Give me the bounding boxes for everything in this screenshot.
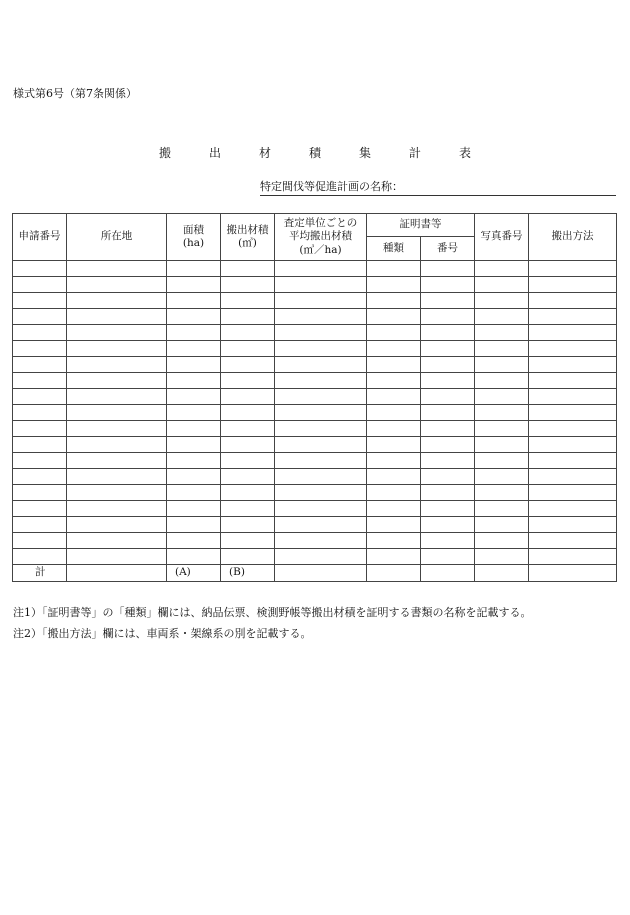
- table-cell[interactable]: [221, 309, 275, 325]
- table-cell[interactable]: [221, 277, 275, 293]
- table-cell[interactable]: [421, 421, 475, 437]
- table-cell[interactable]: [475, 405, 529, 421]
- header-average-line1: 査定単位ごとの: [283, 217, 358, 230]
- table-cell[interactable]: [275, 469, 367, 485]
- table-cell[interactable]: [475, 389, 529, 405]
- form-number: 様式第6号（第7条関係）: [13, 87, 137, 100]
- table-cell[interactable]: [13, 325, 67, 341]
- table-cell[interactable]: [421, 453, 475, 469]
- table-cell[interactable]: [13, 357, 67, 373]
- header-certificate: 証明書等: [367, 214, 475, 237]
- table-cell[interactable]: [275, 261, 367, 277]
- table-cell[interactable]: [221, 469, 275, 485]
- table-cell[interactable]: [475, 325, 529, 341]
- total-area[interactable]: (A): [167, 565, 221, 582]
- note-2: 注2）「搬出方法」欄には、車両系・架線系の別を記載する。: [13, 627, 312, 640]
- total-cell[interactable]: [421, 565, 475, 582]
- note-1: 注1）「証明書等」の「種類」欄には、納品伝票、検測野帳等搬出材積を証明する書類の名称を記載する。: [13, 606, 532, 619]
- table-cell[interactable]: [529, 373, 617, 389]
- table-cell[interactable]: [275, 341, 367, 357]
- table-cell[interactable]: [529, 325, 617, 341]
- table-row: [13, 277, 617, 293]
- table-cell[interactable]: [67, 325, 167, 341]
- table-row: [13, 325, 617, 341]
- table-cell[interactable]: [475, 293, 529, 309]
- table-cell[interactable]: [275, 293, 367, 309]
- table-cell[interactable]: [421, 325, 475, 341]
- title-char: 材: [258, 146, 271, 160]
- table-cell[interactable]: [275, 517, 367, 533]
- table-cell[interactable]: [367, 277, 421, 293]
- table-cell[interactable]: [529, 261, 617, 277]
- table-cell[interactable]: [221, 533, 275, 549]
- table-cell[interactable]: [367, 341, 421, 357]
- header-volume: [221, 214, 275, 261]
- total-cell[interactable]: [275, 565, 367, 582]
- table-cell[interactable]: [475, 261, 529, 277]
- table-row: [13, 261, 617, 277]
- table-cell[interactable]: [67, 309, 167, 325]
- table-cell[interactable]: [529, 469, 617, 485]
- table-cell[interactable]: [167, 405, 221, 421]
- table-cell[interactable]: [221, 293, 275, 309]
- table-cell[interactable]: [221, 501, 275, 517]
- table-cell[interactable]: [421, 277, 475, 293]
- table-cell[interactable]: [221, 325, 275, 341]
- table-cell[interactable]: [167, 293, 221, 309]
- table-cell[interactable]: [421, 293, 475, 309]
- table-row: [13, 549, 617, 565]
- plan-name-label: 特定間伐等促進計画の名称：: [260, 180, 403, 193]
- header-location: 所在地: [67, 214, 167, 261]
- table-row: [13, 517, 617, 533]
- table-body: [13, 261, 617, 582]
- table-cell[interactable]: [421, 405, 475, 421]
- table-row: [13, 293, 617, 309]
- header-average-unit: (㎥／ha): [299, 243, 342, 256]
- table-cell[interactable]: [167, 453, 221, 469]
- table-cell[interactable]: [67, 549, 167, 565]
- table-row: [13, 405, 617, 421]
- table-cell[interactable]: [13, 261, 67, 277]
- table-cell[interactable]: [167, 309, 221, 325]
- table-cell[interactable]: [475, 373, 529, 389]
- notes: [13, 602, 532, 644]
- table-cell[interactable]: [367, 485, 421, 501]
- table-row: [13, 533, 617, 549]
- table-cell[interactable]: [529, 485, 617, 501]
- table-cell[interactable]: [367, 421, 421, 437]
- title-char: 積: [308, 146, 321, 160]
- table-cell[interactable]: [275, 277, 367, 293]
- table-cell[interactable]: [67, 405, 167, 421]
- table-row: [13, 373, 617, 389]
- table-cell[interactable]: [367, 517, 421, 533]
- header-area-unit: (ha): [182, 237, 205, 249]
- table-cell[interactable]: [13, 469, 67, 485]
- table-cell[interactable]: [529, 389, 617, 405]
- header-area: [167, 214, 221, 261]
- table-row: [13, 485, 617, 501]
- table-cell[interactable]: [421, 357, 475, 373]
- title-char: 表: [459, 146, 472, 160]
- total-cell[interactable]: [529, 565, 617, 582]
- timber-volume-table: [12, 213, 617, 582]
- table-cell[interactable]: [275, 389, 367, 405]
- table-cell[interactable]: [275, 485, 367, 501]
- table-cell[interactable]: [67, 261, 167, 277]
- table-cell[interactable]: [67, 277, 167, 293]
- table-cell[interactable]: [529, 309, 617, 325]
- table-cell[interactable]: [421, 517, 475, 533]
- table-cell[interactable]: [475, 437, 529, 453]
- table-cell[interactable]: [13, 405, 67, 421]
- table-cell[interactable]: [421, 485, 475, 501]
- table-cell[interactable]: [13, 453, 67, 469]
- table-cell[interactable]: [475, 357, 529, 373]
- table-cell[interactable]: [221, 341, 275, 357]
- total-row: [13, 565, 617, 582]
- document-title: [0, 142, 630, 161]
- table-cell[interactable]: [529, 453, 617, 469]
- table-row: [13, 437, 617, 453]
- total-cell[interactable]: [475, 565, 529, 582]
- plan-name-field[interactable]: [260, 178, 616, 196]
- table-row: [13, 309, 617, 325]
- table-cell[interactable]: [221, 549, 275, 565]
- table-cell[interactable]: [13, 517, 67, 533]
- table-cell[interactable]: [367, 405, 421, 421]
- table-cell[interactable]: [13, 421, 67, 437]
- header-cert-number: 番号: [421, 237, 475, 261]
- table-cell[interactable]: [421, 549, 475, 565]
- table-cell[interactable]: [167, 261, 221, 277]
- table-cell[interactable]: [13, 373, 67, 389]
- table-cell[interactable]: [475, 469, 529, 485]
- table-cell[interactable]: [221, 437, 275, 453]
- table-cell[interactable]: [475, 549, 529, 565]
- table-cell[interactable]: [529, 421, 617, 437]
- title-char: 搬: [158, 146, 171, 160]
- table-cell[interactable]: [529, 549, 617, 565]
- table-cell[interactable]: [275, 501, 367, 517]
- total-cell[interactable]: [67, 565, 167, 582]
- table-cell[interactable]: [13, 549, 67, 565]
- table-cell[interactable]: [367, 357, 421, 373]
- table-cell[interactable]: [475, 533, 529, 549]
- table-cell[interactable]: [275, 421, 367, 437]
- total-cell[interactable]: [367, 565, 421, 582]
- table-cell[interactable]: [275, 309, 367, 325]
- table-cell[interactable]: [167, 469, 221, 485]
- table-cell[interactable]: [275, 549, 367, 565]
- table-cell[interactable]: [221, 517, 275, 533]
- header-volume-unit: (㎥): [238, 237, 257, 249]
- table-cell[interactable]: [367, 549, 421, 565]
- table-cell[interactable]: [67, 469, 167, 485]
- table-cell[interactable]: [475, 517, 529, 533]
- total-volume[interactable]: (B): [221, 565, 275, 582]
- table-cell[interactable]: [13, 485, 67, 501]
- table-cell[interactable]: [367, 501, 421, 517]
- table-cell[interactable]: [221, 453, 275, 469]
- table-cell[interactable]: [475, 277, 529, 293]
- table-cell[interactable]: [67, 293, 167, 309]
- table-cell[interactable]: [167, 325, 221, 341]
- table-cell[interactable]: [67, 373, 167, 389]
- table-cell[interactable]: [167, 501, 221, 517]
- table-cell[interactable]: [421, 437, 475, 453]
- table-cell[interactable]: [529, 293, 617, 309]
- table-cell[interactable]: [275, 533, 367, 549]
- table-cell[interactable]: [421, 261, 475, 277]
- header-average-line2: 平均搬出材積: [289, 230, 352, 243]
- table-cell[interactable]: [221, 373, 275, 389]
- table-cell[interactable]: [221, 421, 275, 437]
- table-cell[interactable]: [421, 533, 475, 549]
- table-cell[interactable]: [275, 453, 367, 469]
- table-cell[interactable]: [67, 357, 167, 373]
- table-cell[interactable]: [367, 533, 421, 549]
- header-average-volume: [275, 214, 367, 261]
- table-cell[interactable]: [367, 469, 421, 485]
- table-cell[interactable]: [529, 517, 617, 533]
- table-cell[interactable]: [421, 501, 475, 517]
- table-cell[interactable]: [67, 485, 167, 501]
- table-cell[interactable]: [421, 389, 475, 405]
- table-cell[interactable]: [221, 261, 275, 277]
- table-cell[interactable]: [367, 325, 421, 341]
- table-cell[interactable]: [67, 501, 167, 517]
- table-row: [13, 501, 617, 517]
- table-cell[interactable]: [367, 293, 421, 309]
- header-cert-type: 種類: [367, 237, 421, 261]
- table-cell[interactable]: [167, 341, 221, 357]
- table-cell[interactable]: [67, 437, 167, 453]
- table-cell[interactable]: [221, 405, 275, 421]
- table-cell[interactable]: [67, 341, 167, 357]
- table-cell[interactable]: [221, 389, 275, 405]
- table-cell[interactable]: [529, 437, 617, 453]
- table-cell[interactable]: [167, 389, 221, 405]
- table-cell[interactable]: [475, 341, 529, 357]
- table-cell[interactable]: [367, 437, 421, 453]
- table-row: [13, 341, 617, 357]
- table-cell[interactable]: [13, 501, 67, 517]
- table-cell[interactable]: [13, 389, 67, 405]
- header-volume-label: 搬出材積: [226, 223, 269, 236]
- table-cell[interactable]: [221, 485, 275, 501]
- table-cell[interactable]: [475, 309, 529, 325]
- table-cell[interactable]: [167, 277, 221, 293]
- table-cell[interactable]: [529, 357, 617, 373]
- title-char: 集: [359, 146, 372, 160]
- table-cell[interactable]: [367, 309, 421, 325]
- table-cell[interactable]: [13, 277, 67, 293]
- header-method: 搬出方法: [529, 214, 617, 261]
- table-cell[interactable]: [167, 517, 221, 533]
- table-cell[interactable]: [275, 405, 367, 421]
- table-cell[interactable]: [67, 421, 167, 437]
- table-cell[interactable]: [13, 341, 67, 357]
- table-cell[interactable]: [13, 309, 67, 325]
- table-cell[interactable]: [421, 341, 475, 357]
- table-cell[interactable]: [167, 549, 221, 565]
- table-cell[interactable]: [421, 309, 475, 325]
- table-cell[interactable]: [529, 341, 617, 357]
- table-cell[interactable]: [67, 533, 167, 549]
- table-cell[interactable]: [475, 453, 529, 469]
- table-cell[interactable]: [67, 389, 167, 405]
- table-row: [13, 469, 617, 485]
- table-cell[interactable]: [367, 389, 421, 405]
- table-cell[interactable]: [167, 373, 221, 389]
- table-cell[interactable]: [475, 485, 529, 501]
- table-cell[interactable]: [167, 357, 221, 373]
- title-char: 出: [208, 146, 221, 160]
- title-char: 計: [409, 146, 422, 160]
- table-row: [13, 389, 617, 405]
- table-cell[interactable]: [421, 373, 475, 389]
- table-cell[interactable]: [529, 501, 617, 517]
- table-cell[interactable]: [475, 501, 529, 517]
- table-cell[interactable]: [67, 517, 167, 533]
- header-photo-number: 写真番号: [475, 214, 529, 261]
- table-row: [13, 453, 617, 469]
- table-cell[interactable]: [13, 533, 67, 549]
- table-cell[interactable]: [367, 261, 421, 277]
- table-cell[interactable]: [275, 373, 367, 389]
- table-cell[interactable]: [167, 533, 221, 549]
- table-cell[interactable]: [167, 485, 221, 501]
- table-cell[interactable]: [275, 357, 367, 373]
- table-cell[interactable]: [367, 373, 421, 389]
- table-cell[interactable]: [13, 293, 67, 309]
- header-area-label: 面積: [183, 223, 204, 236]
- table-cell[interactable]: [529, 533, 617, 549]
- table-cell[interactable]: [275, 437, 367, 453]
- table-cell[interactable]: [167, 437, 221, 453]
- total-label: 計: [13, 565, 67, 582]
- table-cell[interactable]: [421, 469, 475, 485]
- table-cell[interactable]: [275, 325, 367, 341]
- table-cell[interactable]: [221, 357, 275, 373]
- table-cell[interactable]: [367, 453, 421, 469]
- header-application-number: 申請番号: [13, 214, 67, 261]
- table-cell[interactable]: [13, 437, 67, 453]
- table-cell[interactable]: [167, 421, 221, 437]
- table-cell[interactable]: [475, 421, 529, 437]
- table-row: [13, 357, 617, 373]
- table-cell[interactable]: [529, 405, 617, 421]
- table-cell[interactable]: [67, 453, 167, 469]
- table-cell[interactable]: [529, 277, 617, 293]
- table-row: [13, 421, 617, 437]
